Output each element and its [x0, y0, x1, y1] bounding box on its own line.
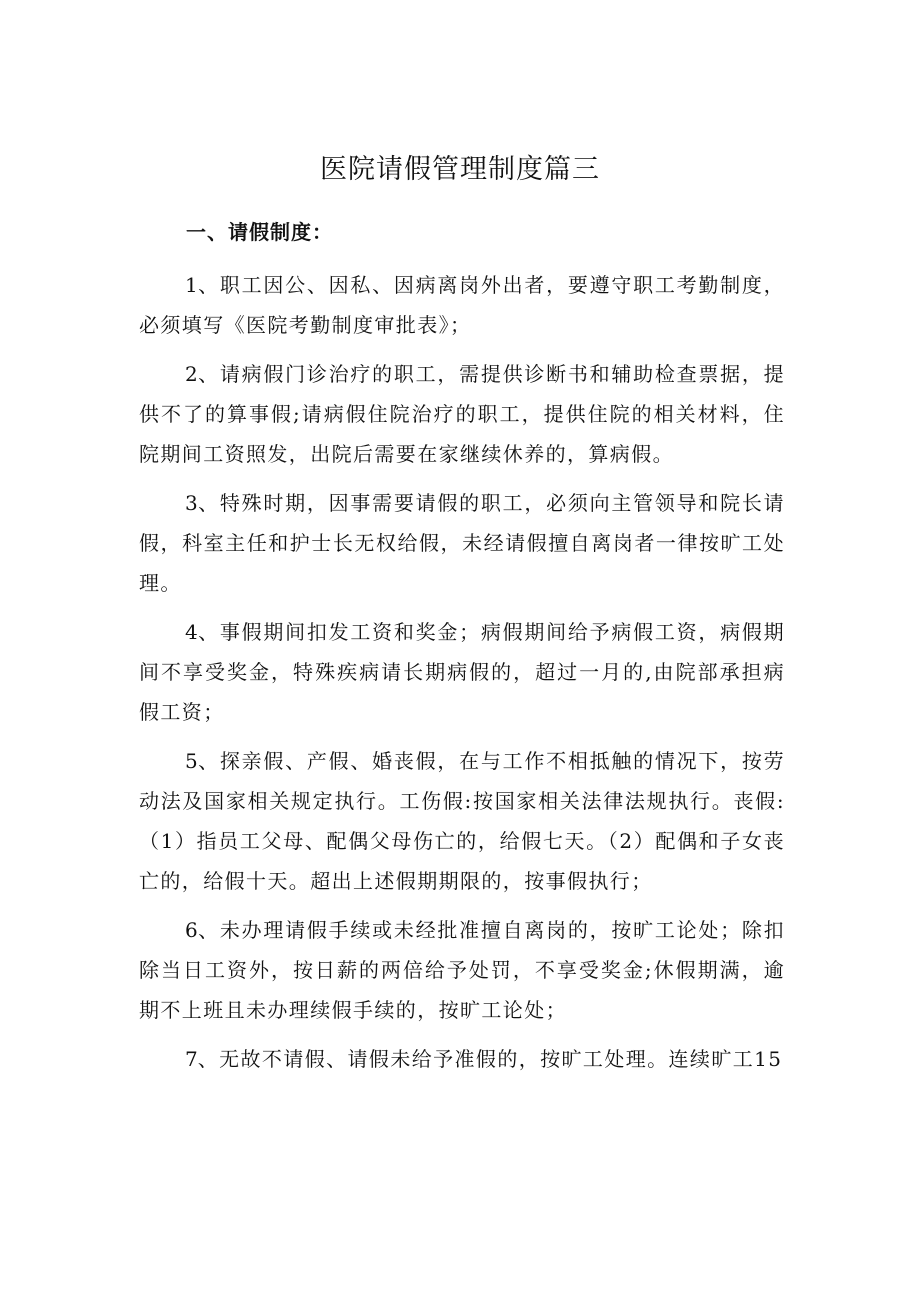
- paragraph-number: 4: [185, 620, 198, 644]
- paragraph-number: 3: [185, 491, 198, 515]
- paragraph-text: 、探亲假、产假、婚丧假，在与工作不相抵触的情况下，按劳动法及国家相关规定执行。工伤假:按国家相关法律法规执行。丧假:（1）指员工父母、配偶父母伤亡的，给假七天。（2）配偶和子女丧亡的，给假十天。超出上述假期期限的，按事假执行；: [139, 749, 785, 893]
- paragraph-7: [139, 1039, 785, 1079]
- paragraph-text: 、事假期间扣发工资和奖金；病假期间给予病假工资，病假期间不享受奖金，特殊疾病请长期病假的，超过一月的,由院部承担病假工资；: [139, 620, 785, 724]
- paragraph-6: [139, 910, 785, 1030]
- body-text: [139, 265, 785, 1088]
- paragraph-number: 7: [185, 1047, 198, 1071]
- paragraph-5: [139, 741, 785, 901]
- paragraph-number: 6: [185, 918, 198, 942]
- paragraph-4: [139, 612, 785, 732]
- document-title: 医院请假管理制度篇三: [320, 154, 600, 185]
- paragraph-text: 、请病假门诊治疗的职工，需提供诊断书和辅助检查票据，提供不了的算事假;请病假住院治疗的职工，提供住院的相关材料，住院期间工资照发，出院后需要在家继续休养的，算病假。: [139, 362, 785, 466]
- paragraph-number: 2: [185, 362, 198, 386]
- section-heading: 一、请假制度：: [186, 220, 333, 244]
- paragraph-text: 、特殊时期，因事需要请假的职工，必须向主管领导和院长请假，科室主任和护士长无权给假，未经请假擅自离岗者一律按旷工处理。: [139, 491, 785, 595]
- paragraph-text: 、职工因公、因私、因病离岗外出者，要遵守职工考勤制度，必须填写《医院考勤制度审批表》；: [139, 273, 785, 337]
- paragraph-1: [139, 265, 785, 345]
- paragraph-2: [139, 354, 785, 474]
- paragraph-text: 、无故不请假、请假未给予准假的，按旷工处理。连续旷工15: [197, 1047, 783, 1071]
- paragraph-text: 、未办理请假手续或未经批准擅自离岗的，按旷工论处；除扣除当日工资外，按日薪的两倍给予处罚，不享受奖金;休假期满，逾期不上班且未办理续假手续的，按旷工论处；: [139, 918, 785, 1022]
- paragraph-3: [139, 483, 785, 603]
- paragraph-number: 5: [185, 749, 198, 773]
- paragraph-number: 1: [185, 273, 198, 297]
